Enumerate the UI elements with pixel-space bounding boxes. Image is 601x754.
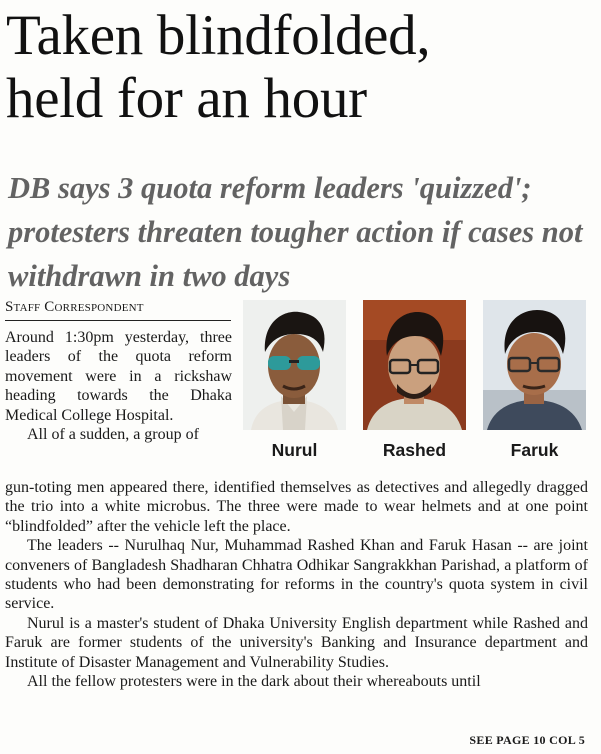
portrait-rashed [363,300,466,430]
caption-nurul: Nurul [271,440,318,460]
full-width-text [5,478,588,691]
paragraph-4: Nurul is a master's student of Dhaka University English department while Rashed and Faruk are former students of the university's Banking and Insurance department and Institute of Disaster Management and Vulnerability Studies. [5,614,588,671]
photo-row [243,300,588,468]
portrait-nurul [243,300,346,430]
photo-rashed [363,300,466,461]
headline-line-2: held for an hour [6,67,367,130]
paragraph-2-start: All of a sudden, a group of [27,426,199,444]
left-column-text [5,328,232,444]
photo-faruk [483,300,586,461]
paragraph-3: The leaders -- Nurulhaq Nur, Muhammad Rashed Khan and Faruk Hasan -- are joint conveners of Bangladesh Shadharan Chhatra Odhikar Sangrakkhan Parishad, a platform of students who had been demonstrating for reforms in the country's quota system in civil service. [5,537,588,613]
portrait-faruk [483,300,586,430]
photo-nurul [243,300,346,461]
headline-line-1: Taken blindfolded, [6,4,431,67]
byline: Staff Correspondent [5,299,144,315]
paragraph-2-rest: gun-toting men appeared there, identified themselves as detectives and allegedly dragged the trio into a white microbus. The three were made to wear helmets and at one point “blindfolded” after the vehicle left the place. [5,479,588,535]
paragraph-1: Around 1:30pm yesterday, three leaders of the quota reform movement were in a rickshaw heading towards the Dhaka Medical College Hospital. [5,329,232,424]
caption-faruk: Faruk [510,440,559,460]
byline-rule [5,320,231,321]
continued-on-page[interactable]: SEE PAGE 10 COL 5 [469,733,585,747]
caption-rashed: Rashed [382,440,447,460]
headline [6,4,598,130]
deck-subheadline: DB says 3 quota reform leaders 'quizzed'; protesters threaten tougher action if cases not withdrawn in two days [8,171,583,293]
paragraph-5: All the fellow protesters were in the dark about their whereabouts until [27,673,481,691]
